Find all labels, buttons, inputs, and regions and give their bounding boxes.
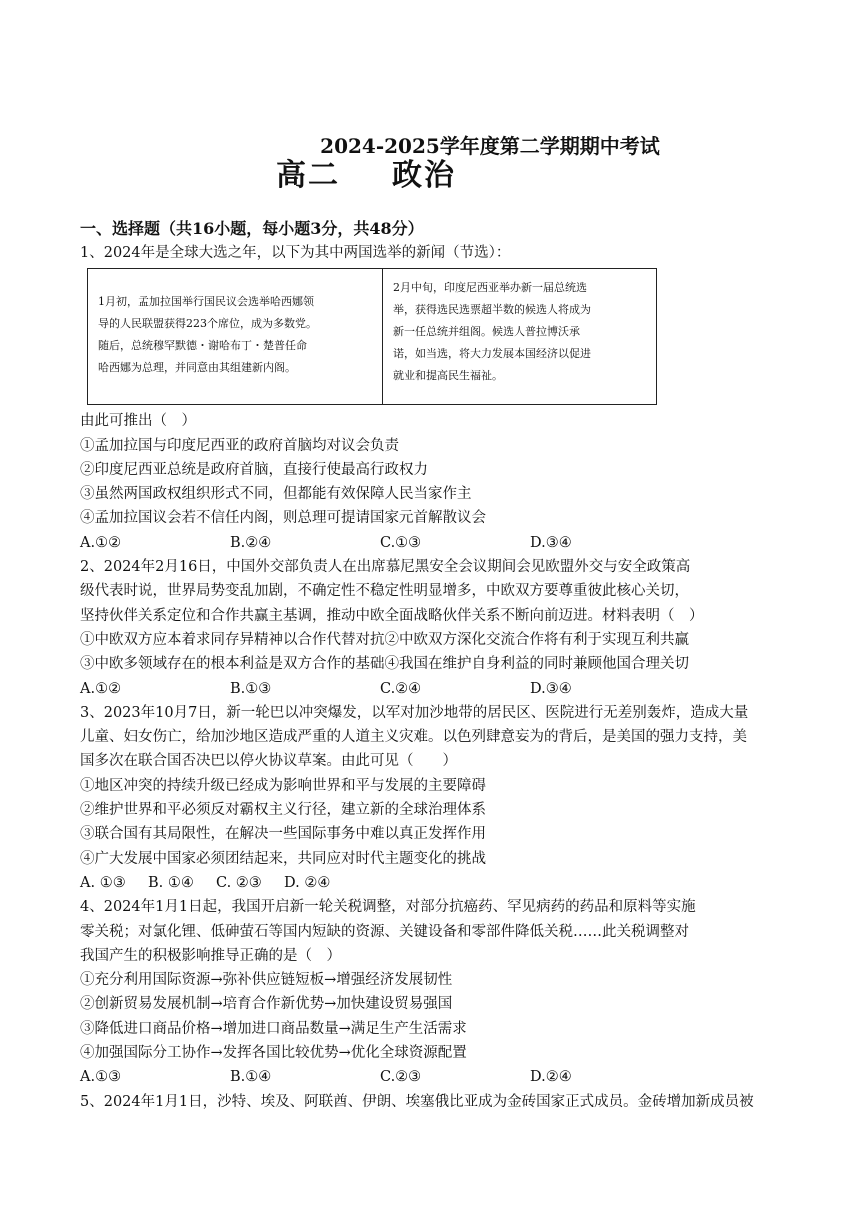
news-line: 诺，如当选，将大力发展本国经济以促进 xyxy=(393,347,591,361)
statement-3: ③降低进口商品价格→增加进口商品数量→满足生产生活需求 xyxy=(80,1020,467,1037)
option-b[interactable]: B.①③ xyxy=(230,680,272,697)
statement-1: ①孟加拉国与印度尼西亚的政府首脑均对议会负责 xyxy=(80,437,399,454)
news-indonesia xyxy=(383,269,656,404)
question-stem: 国多次在联合国否决巴以停火协议草案。由此可见（ ） xyxy=(80,753,457,770)
option-b[interactable]: B.②④ xyxy=(230,534,272,551)
statement-1: ①地区冲突的持续升级已经成为影响世界和平与发展的主要障碍 xyxy=(80,777,486,794)
statement-2: ②维护世界和平必须反对霸权主义行径，建立新的全球治理体系 xyxy=(80,802,486,819)
news-table xyxy=(87,268,657,405)
statement-2: ②创新贸易发展机制→培育合作新优势→加快建设贸易强国 xyxy=(80,996,453,1013)
statement-4: ④孟加拉国议会若不信任内阁，则总理可提请国家元首解散议会 xyxy=(80,510,486,527)
answer-options xyxy=(80,677,784,701)
statement-4: ④加强国际分工协作→发挥各国比较优势→优化全球资源配置 xyxy=(80,1045,467,1062)
option-b[interactable]: B. ①④ xyxy=(148,874,194,891)
option-c[interactable]: C. ②③ xyxy=(216,874,262,891)
question-stem: 3、2023年10月7日，新一轮巴以冲突爆发，以军对加沙地带的居民区、医院进行无差别轰炸，造成大量 xyxy=(80,704,749,721)
answer-options xyxy=(80,531,784,555)
exam-subject xyxy=(276,150,456,194)
option-a[interactable]: A. ①③ xyxy=(80,874,126,891)
statement-1: ①充分利用国际资源→弥补供应链短板→增强经济发展韧性 xyxy=(80,972,453,989)
option-d[interactable]: D.③④ xyxy=(530,534,572,551)
option-c[interactable]: C.①③ xyxy=(380,534,422,551)
question-list xyxy=(80,241,784,1114)
news-line: 2月中旬，印度尼西亚举办新一届总统选 xyxy=(393,281,587,295)
statement-1-2: ①中欧双方应本着求同存异精神以合作代替对抗②中欧双方深化交流合作将有利于实现互利共赢 xyxy=(80,631,689,648)
news-line: 随后，总统穆罕默德・谢哈布丁・楚普任命 xyxy=(98,339,307,353)
section-heading: 一、选择题（共16小题，每小题3分，共48分） xyxy=(80,219,424,238)
answer-options xyxy=(80,871,784,895)
question-stem: 零关税；对氯化锂、低砷萤石等国内短缺的资源、关键设备和零部件降低关税……此关税调整对 xyxy=(80,923,689,940)
question-stem: 5、2024年1月1日，沙特、埃及、阿联酋、伊朗、埃塞俄比亚成为金砖国家正式成员。金砖增加新成员被 xyxy=(80,1093,754,1110)
answer-options xyxy=(80,1065,784,1089)
option-a[interactable]: A.①③ xyxy=(80,1069,122,1086)
question-5 xyxy=(80,1090,784,1114)
question-stem: 我国产生的积极影响推导正确的是（ ） xyxy=(80,947,341,964)
statement-2: ②印度尼西亚总统是政府首脑，直接行使最高行政权力 xyxy=(80,461,428,478)
question-1 xyxy=(80,241,784,555)
option-a[interactable]: A.①② xyxy=(80,680,122,697)
news-line: 新一任总统并组阁。候选人普拉博沃承 xyxy=(393,325,580,339)
question-stem: 1、2024年是全球大选之年，以下为其中两国选举的新闻（节选）： xyxy=(80,245,511,261)
statement-3: ③联合国有其局限性，在解决一些国际事务中难以真正发挥作用 xyxy=(80,826,486,843)
question-stem: 儿童、妇女伤亡，给加沙地区造成严重的人道主义灾难。以色列肆意妄为的背后，是美国的强力支持，美 xyxy=(80,729,747,746)
news-bangladesh xyxy=(88,269,383,404)
question-stem: 4、2024年1月1日起，我国开启新一轮关税调整，对部分抗癌药、罕见病药的药品和原料等实施 xyxy=(80,899,696,916)
option-c[interactable]: C.②③ xyxy=(380,1069,422,1086)
news-line: 1月初，孟加拉国举行国民议会选举哈西娜领 xyxy=(98,295,314,309)
option-d[interactable]: D. ②④ xyxy=(284,874,331,891)
news-line: 就业和提高民生福祉。 xyxy=(393,369,503,383)
exam-title: 2024-2025学年度第二学期期中考试 xyxy=(320,134,660,158)
statement-3: ③虽然两国政权组织形式不同，但都能有效保障人民当家作主 xyxy=(80,486,472,503)
option-b[interactable]: B.①④ xyxy=(230,1069,272,1086)
option-d[interactable]: D.②④ xyxy=(530,1069,572,1086)
question-stem: 2、2024年2月16日，中国外交部负责人在出席慕尼黑安全会议期间会见欧盟外交与安全政策高 xyxy=(80,559,691,576)
option-a[interactable]: A.①② xyxy=(80,534,122,551)
option-d[interactable]: D.③④ xyxy=(530,680,572,697)
news-line: 哈西娜为总理，并同意由其组建新内阁。 xyxy=(98,361,296,375)
statement-3-4: ③中欧多领域存在的根本利益是双方合作的基础④我国在维护自身利益的同时兼顾他国合理关切 xyxy=(80,656,689,673)
question-4 xyxy=(80,895,784,1089)
question-prompt: 由此可推出（ ） xyxy=(80,413,196,430)
news-line: 举，获得选民选票超半数的候选人将成为 xyxy=(393,303,591,317)
statement-4: ④广大发展中国家必须团结起来，共同应对时代主题变化的挑战 xyxy=(80,850,486,867)
question-stem: 坚持伙伴关系定位和合作共赢主基调，推动中欧全面战略伙伴关系不断向前迈进。材料表明（ ） xyxy=(80,607,704,624)
question-stem: 级代表时说，世界局势变乱加剧，不确定性不稳定性明显增多，中欧双方要尊重彼此核心关切， xyxy=(80,583,689,600)
subject-label: 政治 xyxy=(392,158,456,193)
grade-label: 高二 xyxy=(276,158,340,193)
news-line: 导的人民联盟获得223个席位，成为多数党。 xyxy=(98,317,317,331)
question-2 xyxy=(80,555,784,701)
question-3 xyxy=(80,701,784,895)
option-c[interactable]: C.②④ xyxy=(380,680,422,697)
